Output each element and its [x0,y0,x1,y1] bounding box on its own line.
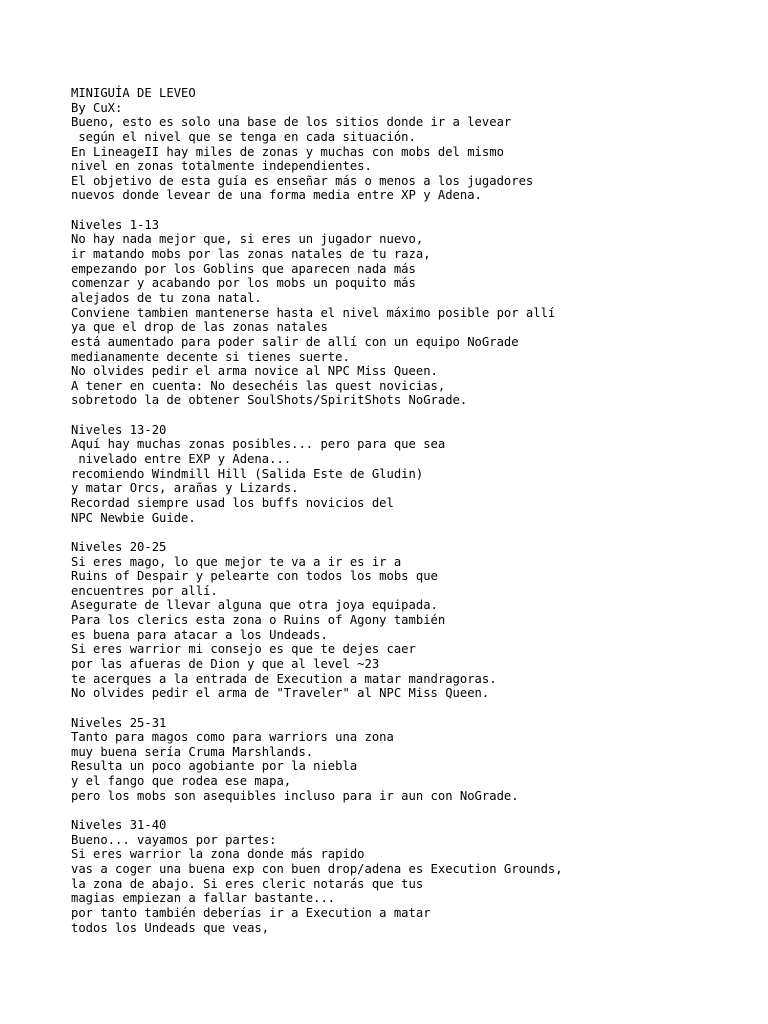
text-line: magias empiezan a fallar bastante... [71,891,336,906]
text-line: nivelado entre EXP y Adena... [71,452,292,467]
text-line: Para los clerics esta zona o Ruins of Agony también [71,613,446,628]
text-line: Recordad siempre usad los buffs novicios del [71,495,394,510]
text-line: empezando por los Goblins que aparecen nada más [71,261,416,276]
text-line: sobretodo la de obtener SoulShots/SpiritShots NoGrade. [71,393,468,408]
section-heading: Niveles 25-31 [71,715,167,730]
text-line: todos los Undeads que veas, [71,920,270,935]
text-line: según el nivel que se tenga en cada situación. [71,129,416,144]
text-line: comenzar y acabando por los mobs un poquito más [71,276,416,291]
text-line: ir matando mobs por las zonas natales de tu raza, [71,247,431,262]
text-line: A tener en cuenta: No desechéis las quest novicias, [71,378,446,393]
text-line: En LineageII hay miles de zonas y muchas con mobs del mismo [71,144,504,159]
section-levels-20-25 [71,540,761,701]
text-line: ya que el drop de las zonas natales [71,320,328,335]
document-title: MINIGUÍA DE LEVEO [71,86,196,100]
text-line: Si eres warrior la zona donde más rapido [71,847,365,862]
text-line: y matar Orcs, arañas y Lizards. [71,481,299,496]
text-line: por las afueras de Dion y que al level ~23 [71,656,380,671]
text-line: medianamente decente si tienes suerte. [71,349,350,364]
text-line: y el fango que rodea ese mapa, [71,774,292,789]
text-line: Asegurate de llevar alguna que otra joya equipada. [71,598,438,613]
text-line: Aquí hay muchas zonas posibles... pero para que sea [71,437,446,452]
text-line: No olvides pedir el arma novice al NPC Miss Queen. [71,364,438,379]
section-heading: Niveles 1-13 [71,217,160,232]
text-line: Si eres warrior mi consejo es que te dejes caer [71,642,416,657]
text-line: Bueno... vayamos por partes: [71,832,277,847]
text-line: vas a coger una buena exp con buen drop/adena es Execution Grounds, [71,861,563,876]
text-line: nivel en zonas totalmente independientes. [71,159,372,174]
text-line: No hay nada mejor que, si eres un jugador nuevo, [71,232,424,247]
text-line: muy buena sería Cruma Marshlands. [71,744,314,759]
section-heading: Niveles 20-25 [71,539,167,554]
section-levels-1-13 [71,218,761,408]
text-line: Ruins of Despair y pelearte con todos los mobs que [71,569,438,584]
document-page [71,86,761,935]
text-line: Tanto para magos como para warriors una zona [71,730,394,745]
text-line: pero los mobs son asequibles incluso para ir aun con NoGrade. [71,788,519,803]
text-line: Si eres mago, lo que mejor te va a ir es ir a [71,554,402,569]
section-heading: Niveles 13-20 [71,422,167,437]
text-line: está aumentado para poder salir de allí con un equipo NoGrade [71,334,519,349]
author-line: By CuX: [71,100,123,115]
text-line: te acerques a la entrada de Execution a matar mandragoras. [71,671,497,686]
text-line: Conviene tambien mantenerse hasta el nivel máximo posible por allí [71,305,556,320]
section-levels-25-31 [71,716,761,804]
text-line: Bueno, esto es solo una base de los sitios donde ir a levear [71,115,512,130]
text-line: es buena para atacar a los Undeads. [71,627,328,642]
text-line: NPC Newbie Guide. [71,510,196,525]
section-levels-31-40 [71,818,761,935]
section-levels-13-20 [71,423,761,525]
intro-block [71,86,761,203]
text-line: recomiendo Windmill Hill (Salida Este de Gludin) [71,466,424,481]
text-line: nuevos donde levear de una forma media entre XP y Adena. [71,188,482,203]
text-line: alejados de tu zona natal. [71,290,262,305]
text-line: No olvides pedir el arma de "Traveler" al NPC Miss Queen. [71,686,490,701]
text-line: por tanto también deberías ir a Execution a matar [71,905,431,920]
text-line: El objetivo de esta guía es enseñar más o menos a los jugadores [71,173,534,188]
text-line: encuentres por allí. [71,583,218,598]
text-line: Resulta un poco agobiante por la niebla [71,759,358,774]
text-line: la zona de abajo. Si eres cleric notarás que tus [71,876,424,891]
section-heading: Niveles 31-40 [71,818,167,833]
